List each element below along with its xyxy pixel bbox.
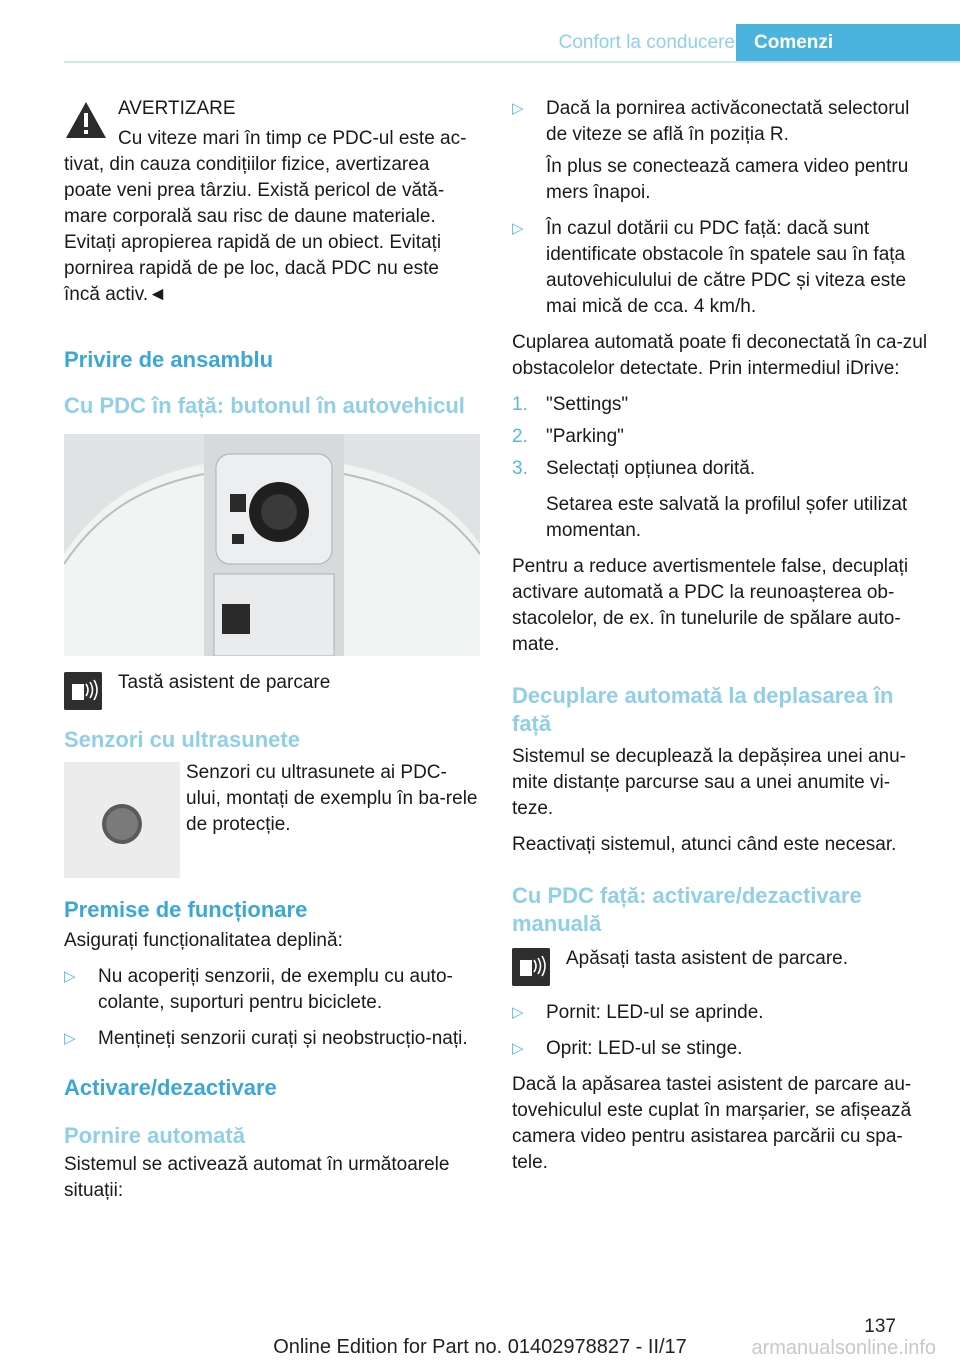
warning-title: AVERTIZARE bbox=[118, 98, 236, 119]
left-column bbox=[64, 96, 480, 1214]
watermark: armanualsonline.info bbox=[751, 1337, 936, 1359]
triangle-bullet-icon: ▷ bbox=[64, 968, 76, 985]
list-item: ▷ În cazul dotării cu PDC față: dacă sunt identificate obstacole în spatele sau în fața autovehiculului de către PDC și viteza este mai mică de cca. 4 km/h. bbox=[512, 218, 907, 317]
heading-activation: Activare/dezactivare bbox=[64, 1075, 277, 1100]
sensor-block bbox=[64, 760, 480, 876]
sensors-description: Senzori cu ultrasunete ai PDC-ului, montați de exemplu în ba-rele de protecție. bbox=[186, 762, 478, 835]
warning-block bbox=[64, 96, 480, 308]
warning-text: tivat, din cauza condițiilor fizice, avertizarea poate veni prea târziu. Există pericol de vătă-mare corporală sau risc de daune materiale. Evitați apropierea rapidă de un obiect. Evitați pornirea rapidă de pe loc, dacă PDC nu este încă activ.◄ bbox=[64, 154, 445, 305]
edition-footer: Online Edition for Part no. 01402978827 - II/17 bbox=[273, 1336, 687, 1358]
premises-list bbox=[64, 964, 480, 1052]
triangle-bullet-icon: ▷ bbox=[512, 100, 524, 117]
heading-overview: Privire de ansamblu bbox=[64, 347, 274, 372]
step-item: 3. Selectați opțiunea dorită. bbox=[512, 458, 756, 479]
heading-auto-start: Pornire automată bbox=[64, 1123, 245, 1148]
triangle-bullet-icon: ▷ bbox=[64, 1030, 76, 1047]
heading-ultrasonic-sensors: Senzori cu ultrasunete bbox=[64, 727, 300, 752]
heading-pdc-button: Cu PDC în față: butonul în autovehicul bbox=[64, 393, 465, 418]
reactivate-text: Reactivați sistemul, atunci când este necesar. bbox=[512, 834, 897, 855]
triangle-bullet-icon: ▷ bbox=[512, 220, 524, 237]
reverse-camera-text: Dacă la apăsarea tastei asistent de parcare au-tovehiculul este cuplat în marșarier, se afișează camera video pentru asistarea parcării cu spa-tele. bbox=[512, 1074, 912, 1173]
manual-list bbox=[512, 1000, 928, 1062]
triangle-bullet-icon: ▷ bbox=[512, 1040, 524, 1057]
heading-manual-activation: Cu PDC față: activare/dezactivare manuală bbox=[512, 883, 862, 936]
list-item: ▷ Nu acoperiți senzorii, de exemplu cu auto-colante, suporturi pentru biciclete. bbox=[64, 966, 453, 1013]
center-console-photo bbox=[64, 434, 480, 656]
right-column bbox=[512, 96, 928, 1186]
false-alarm-text: Pentru a reduce avertismentele false, decuplați activare automată a PDC la reunoașterea ob-stacolelor, de ex. în tunelurile de spălare auto-mate. bbox=[512, 556, 909, 655]
header-section-title: Confort la conducere bbox=[558, 32, 735, 53]
auto-start-text: Sistemul se activează automat în următoarele situații: bbox=[64, 1154, 450, 1201]
list-item: ▷ Pornit: LED-ul se aprinde. bbox=[512, 1000, 928, 1026]
idrive-text: Cuplarea automată poate fi deconectată în ca-zul obstacolelor detectate. Prin intermediul iDrive: bbox=[512, 332, 928, 379]
parking-button-caption-text: Tastă asistent de parcare bbox=[118, 672, 331, 693]
warning-triangle-icon bbox=[64, 100, 108, 140]
decouple-text: Sistemul se decuplează la depășirea unei anu-mite distanțe parcurse sau a unei anumite vi-teze. bbox=[512, 746, 906, 819]
auto-start-list bbox=[512, 96, 928, 148]
step3-note: Setarea este salvată la profilul șofer utilizat momentan. bbox=[546, 494, 908, 541]
auto-start-list-2 bbox=[512, 216, 928, 320]
warning-first-line: Cu viteze mari în timp ce PDC-ul este ac- bbox=[118, 128, 467, 149]
header-divider bbox=[64, 61, 960, 63]
parking-assistant-icon bbox=[512, 948, 550, 986]
heading-premises: Premise de funcționare bbox=[64, 897, 308, 922]
step-item: 1. "Settings" bbox=[512, 394, 629, 415]
idrive-steps bbox=[512, 392, 928, 482]
parking-assistant-icon bbox=[64, 672, 102, 710]
parking-button-caption bbox=[64, 670, 480, 712]
list-item: ▷ Dacă la pornirea activăconectată selectorul de viteze se află în poziția R. bbox=[512, 98, 910, 145]
premises-intro: Asigurați funcționalitatea deplină: bbox=[64, 930, 343, 951]
triangle-bullet-icon: ▷ bbox=[512, 1004, 524, 1021]
list-item: ▷ Oprit: LED-ul se stinge. bbox=[512, 1036, 928, 1062]
heading-auto-decouple: Decuplare automată la deplasarea în față bbox=[512, 683, 894, 736]
list-item: ▷ Mențineți senzorii curați și neobstrucțio-nați. bbox=[64, 1026, 480, 1052]
manual-caption-text: Apăsați tasta asistent de parcare. bbox=[566, 948, 848, 969]
page-number: 137 bbox=[864, 1316, 896, 1337]
camera-note: În plus se conectează camera video pentru mers înapoi. bbox=[546, 156, 909, 203]
step-item: 2. "Parking" bbox=[512, 426, 624, 447]
header-chapter-tab[interactable]: Comenzi bbox=[736, 24, 960, 62]
ultrasonic-sensor-image bbox=[64, 762, 180, 878]
manual-caption bbox=[512, 946, 928, 988]
